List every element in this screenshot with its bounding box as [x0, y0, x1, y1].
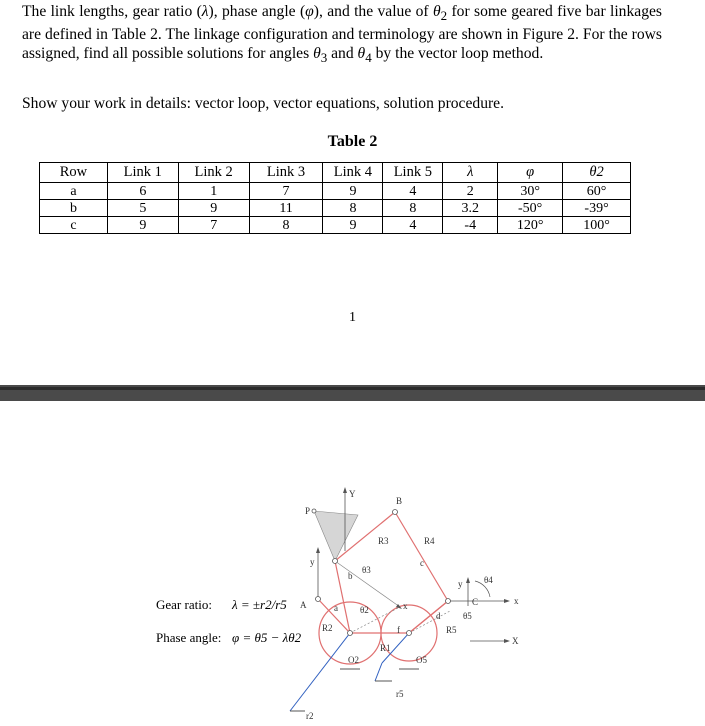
- cell: 9: [178, 200, 249, 217]
- cell: 9: [323, 183, 383, 200]
- cell: 4: [383, 217, 443, 234]
- label-theta3: θ3: [362, 565, 371, 575]
- label-b: B: [396, 496, 403, 506]
- label-c-small: c: [420, 558, 424, 568]
- label-theta4: θ4: [484, 575, 493, 585]
- table-row: [40, 217, 631, 234]
- label-a-small: a: [334, 603, 338, 613]
- phase-angle-label: Phase angle:: [156, 630, 222, 645]
- page-separator: [0, 385, 705, 401]
- label-y-small: y: [310, 557, 315, 567]
- cell: 120°: [498, 217, 563, 234]
- table-caption: Table 2: [327, 133, 378, 150]
- five-bar-linkage-figure: [0, 401, 705, 726]
- label-a: A: [300, 600, 307, 610]
- cell: -4: [443, 217, 498, 234]
- page-2: [0, 401, 705, 726]
- cell: 6: [107, 183, 178, 200]
- cell: 1: [178, 183, 249, 200]
- cell: 4: [383, 183, 443, 200]
- label-theta2: θ2: [360, 605, 369, 615]
- table-row: [40, 183, 631, 200]
- label-f-small: f: [397, 625, 400, 635]
- label-o2: O2: [348, 655, 359, 665]
- cell: 7: [178, 217, 249, 234]
- table-row: [40, 200, 631, 217]
- table-header-row: [40, 163, 631, 183]
- header-link4: Link 4: [323, 163, 383, 183]
- cell: b: [40, 200, 108, 217]
- header-row: Row: [40, 163, 108, 183]
- label-p: P: [305, 506, 311, 516]
- header-link1: Link 1: [107, 163, 178, 183]
- cell: 30°: [498, 183, 563, 200]
- label-r1: R1: [380, 643, 391, 653]
- link-4: [395, 512, 448, 601]
- label-r5-radius: r5: [396, 689, 404, 699]
- cell: 8: [323, 200, 383, 217]
- cell: 3.2: [443, 200, 498, 217]
- label-c: C: [472, 597, 479, 607]
- cell: 11: [249, 200, 323, 217]
- cell: 9: [323, 217, 383, 234]
- header-link5: Link 5: [383, 163, 443, 183]
- label-b-small: b: [348, 571, 353, 581]
- header-link3: Link 3: [249, 163, 323, 183]
- header-phi: φ: [498, 163, 563, 183]
- cell: 60°: [563, 183, 631, 200]
- cell: c: [40, 217, 108, 234]
- cell: 8: [383, 200, 443, 217]
- label-x-right: x: [514, 596, 519, 606]
- cell: 8: [249, 217, 323, 234]
- label-r2-radius: r2: [306, 711, 314, 721]
- label-theta5: θ5: [463, 611, 472, 621]
- coupler-shaded-triangle: [314, 511, 358, 561]
- problem-statement: The link lengths, gear ratio (λ), phase angle (φ), and the value of $\theta_2$ for some geared five bar linkages are defined in Table 2. The linkage configuration and terminology are shown in Figure 2. For the rows assigned, find all possible solutions for angles $\theta_3$ and $\theta_4$ by the vector loop method.: [22, 3, 662, 66]
- label-d-small: d: [436, 611, 441, 621]
- label-r2: R2: [322, 623, 333, 633]
- cell: a: [40, 183, 108, 200]
- header-lambda: λ: [443, 163, 498, 183]
- cell: 7: [249, 183, 323, 200]
- cell: 5: [107, 200, 178, 217]
- label-r5: R5: [446, 625, 457, 635]
- phase-angle-formula: φ = θ5 − λθ2: [232, 630, 302, 645]
- gear-ratio-formula: λ = ±r2/r5: [232, 597, 287, 612]
- cell: -50°: [498, 200, 563, 217]
- instruction-text: Show your work in details: vector loop, vector equations, solution procedure.: [22, 95, 505, 112]
- label-o5: O5: [416, 655, 427, 665]
- gear-ratio-label: Gear ratio:: [156, 597, 212, 612]
- label-y: Y: [349, 489, 356, 499]
- label-r3: R3: [378, 536, 389, 546]
- label-r4: R4: [424, 536, 435, 546]
- header-link2: Link 2: [178, 163, 249, 183]
- page-number: 1: [349, 310, 356, 325]
- label-x: X: [512, 636, 519, 646]
- header-theta2: θ2: [563, 163, 631, 183]
- label-y-right: y: [458, 579, 463, 589]
- label-x-small: x: [403, 601, 408, 611]
- cell: 9: [107, 217, 178, 234]
- cell: -39°: [563, 200, 631, 217]
- cell: 2: [443, 183, 498, 200]
- cell: 100°: [563, 217, 631, 234]
- link-table: [39, 162, 631, 234]
